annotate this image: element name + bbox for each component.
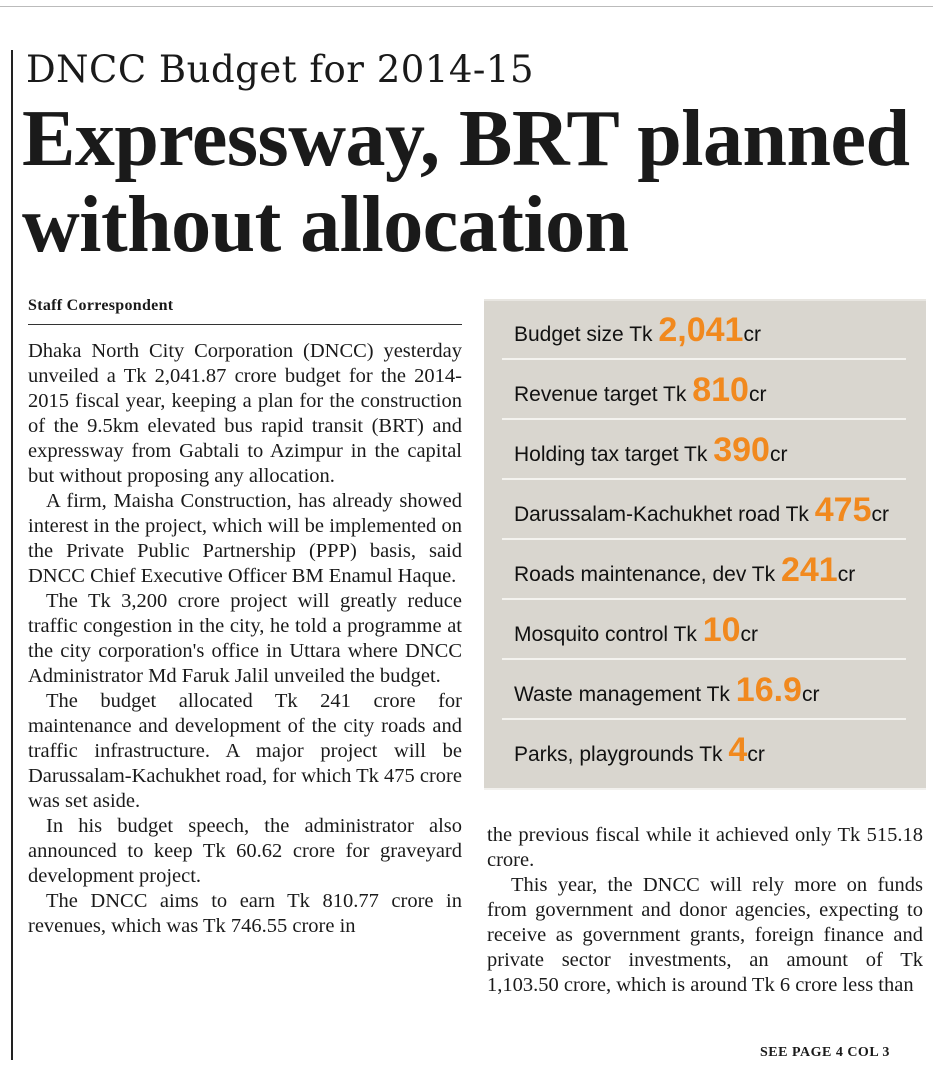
fact-value: 390 [713,431,770,469]
fact-label: Revenue target Tk [514,383,687,406]
fact-budget-size [514,311,904,350]
fact-separator [502,598,906,600]
fact-unit: cr [801,683,820,706]
fact-label: Darussalam-Kachukhet road Tk [514,503,809,526]
fact-label: Budget size Tk [514,323,653,346]
fact-unit: cr [748,383,767,406]
article-column-right [487,823,923,998]
fact-value: 475 [814,491,872,529]
fact-darussalam-road [514,491,904,530]
fact-value: 2,041 [658,311,744,349]
fact-parks-playgrounds [514,731,904,770]
article-column-left [28,339,462,939]
fact-unit: cr [747,743,765,766]
paragraph: In his budget speech, the administrator also announced to keep Tk 60.62 crore for graveyard development project. [28,815,462,887]
paragraph: Dhaka North City Corporation (DNCC) yesterday unveiled a Tk 2,041.87 crore budget for the 2014-2015 fiscal year, keeping a plan for the construction of the 9.5km elevated bus rapid transit (BRT) and expressway from Gabtali to Azimpur in the capital but without proposing any allocation. [28,340,462,487]
fact-label: Waste management Tk [514,683,730,706]
fact-label: Mosquito control Tk [514,623,697,646]
paragraph: The Tk 3,200 crore project will greatly reduce traffic congestion in the city, he told a programme at the city corporation's office in Uttara where DNCC Administrator Md Faruk Jalil unveiled the budget. [28,590,462,687]
fact-separator [502,658,906,660]
paragraph: The DNCC aims to earn Tk 810.77 crore in revenues, which was Tk 746.55 crore in [28,890,462,937]
fact-unit: cr [740,623,759,646]
paragraph: the previous fiscal while it achieved only Tk 515.18 crore. [487,824,923,871]
fact-value: 16.9 [735,671,802,709]
fact-value: 241 [780,551,838,589]
fact-unit: cr [871,503,889,526]
fact-value: 10 [702,611,741,649]
fact-unit: cr [743,323,761,346]
fact-value: 810 [692,371,749,409]
fact-separator [502,418,906,420]
top-rule [0,6,933,7]
fact-separator [502,478,906,480]
fact-separator [502,718,906,720]
paragraph: This year, the DNCC will rely more on funds from government and donor agencies, expecting to receive as government grants, foreign finance and private sector investments, an amount of Tk 1,103.50 crore, which is around Tk 6 crore less than [487,874,923,996]
continuation-jump: SEE PAGE 4 COL 3 [760,1045,890,1060]
fact-separator [502,538,906,540]
fact-unit: cr [837,563,856,586]
budget-factbox [484,299,926,790]
byline: Staff Correspondent [28,297,174,314]
paragraph: A firm, Maisha Construction, has already showed interest in the project, which will be implemented on the Private Public Partnership (PPP) basis, said DNCC Chief Executive Officer BM Enamul Haque. [28,490,462,587]
fact-label: Parks, playgrounds Tk [514,743,723,766]
fact-holding-tax-target [514,431,904,470]
fact-unit: cr [769,443,788,466]
fact-label: Roads maintenance, dev Tk [514,563,776,586]
fact-revenue-target [514,371,904,410]
fact-mosquito-control [514,611,904,650]
paragraph: The budget allocated Tk 241 crore for maintenance and development of the city roads and traffic infrastructure. A major project will be Darussalam-Kachukhet road, for which Tk 475 crore was set aside. [28,690,462,812]
fact-separator [502,358,906,360]
kicker: DNCC Budget for 2014-15 [26,48,535,91]
headline: Expressway, BRT planned without allocation [22,95,910,269]
fact-roads-maintenance [514,551,904,590]
fact-value: 4 [728,731,748,769]
fact-waste-management [514,671,904,710]
byline-rule [28,324,462,325]
fact-label: Holding tax target Tk [514,443,708,466]
column-rule-left [11,50,13,1060]
